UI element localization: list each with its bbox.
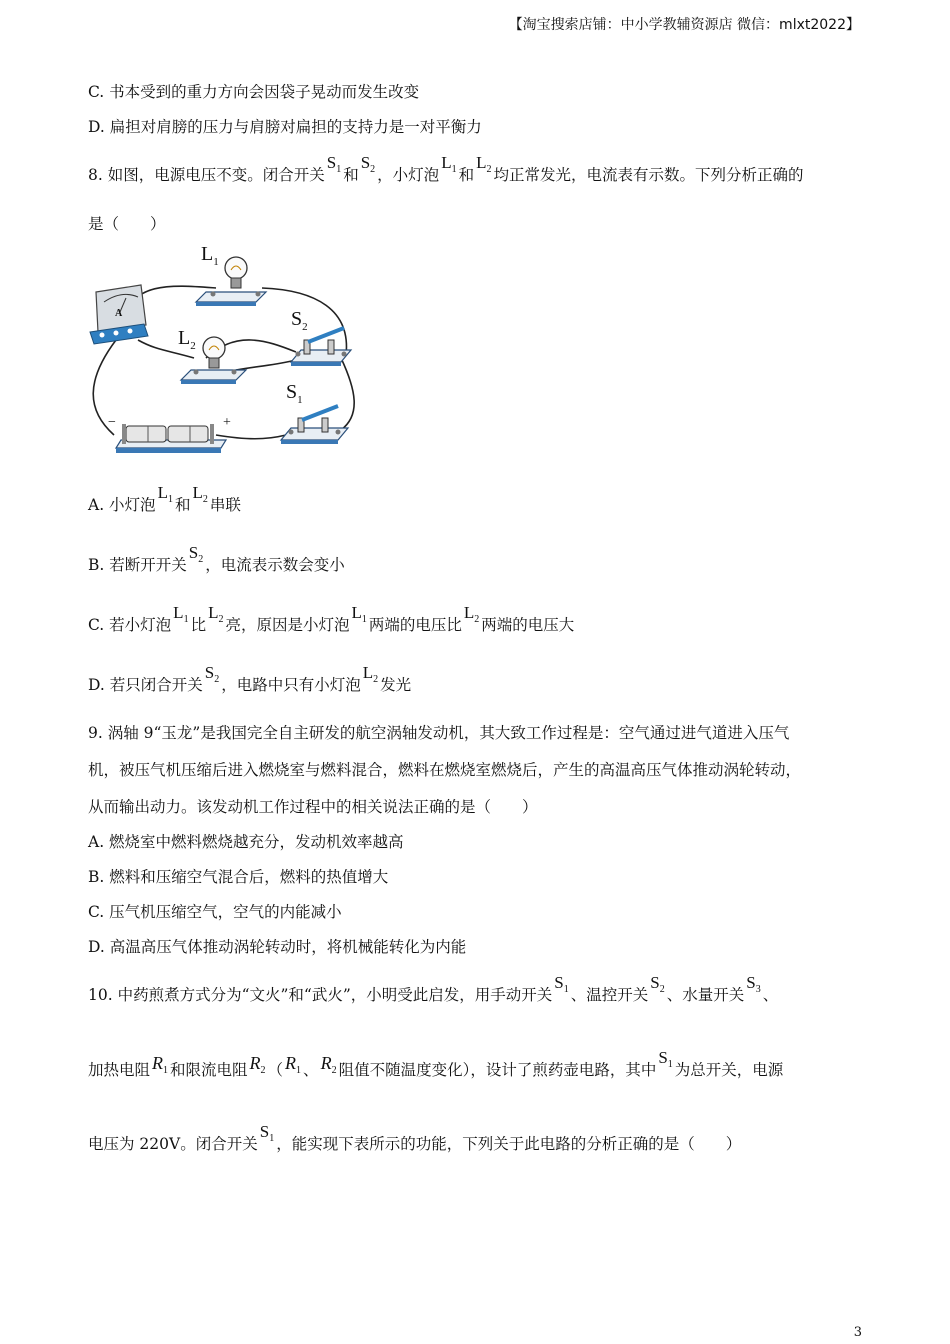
svg-text:+: + xyxy=(223,415,231,430)
circuit-figure xyxy=(86,240,366,460)
svg-text:L2: $L_2$ xyxy=(178,327,196,352)
q9-stem-3: 从而输出动力。该发动机工作过程中的相关说法正确的是（ ） xyxy=(88,798,538,816)
q10-stem-1: 10. 中药煎煮方式分为“文火”和“武火”，小明受此启发，用手动开关$S_1$ 、温控开关$S_2$ 、水量开关$S_3$ 、 xyxy=(88,973,779,1004)
q8-option-d: D. 若只闭合开关$S_2$ ，电路中只有小灯泡$L_2$ 发光 xyxy=(88,663,412,694)
ammeter xyxy=(90,285,148,344)
q7-option-c: C. 书本受到的重力方向会因袋子晃动而发生改变 xyxy=(88,83,420,101)
q9-option-c: C. 压气机压缩空气，空气的内能减小 xyxy=(88,903,342,921)
q8-stem: 8. 如图，电源电压不变。闭合开关$S_1$ 和$S_2$ ，小灯泡$L_1$ 和$L_2$ 均正常发光，电流表有示数。下列分析正确的 xyxy=(88,153,804,184)
svg-text:−: − xyxy=(108,415,116,430)
symbol-l2: $L_2$ xyxy=(476,153,492,175)
q8-option-c: C. 若小灯泡$L_1$ 比$L_2$ 亮，原因是小灯泡$L_1$ 两端的电压比$L_2$ 两端的电压大 xyxy=(88,603,575,634)
q8-option-b: B. 若断开开关$S_2$ ，电流表示数会变小 xyxy=(88,543,345,574)
q8-stem-cont: 是（ ） xyxy=(88,215,166,233)
svg-text:S1: $S_1$ xyxy=(286,381,303,406)
symbol-s2: $S_2$ xyxy=(360,153,376,175)
q8-option-a: A. 小灯泡$L_1$ 和$L_2$ 串联 xyxy=(88,483,241,514)
switch-s2 xyxy=(291,308,351,366)
lamp-l2 xyxy=(178,327,246,384)
battery-box xyxy=(108,415,231,453)
svg-text:S2: $S_2$ xyxy=(291,308,308,333)
lamp-l1 xyxy=(196,243,266,306)
page-number: 3 xyxy=(853,1325,862,1340)
q9-option-d: D. 高温高压气体推动涡轮转动时，将机械能转化为内能 xyxy=(88,938,467,956)
q7-option-d: D. 扁担对肩膀的压力与肩膀对扁担的支持力是一对平衡力 xyxy=(88,118,482,136)
q9-stem-1: 9. 涡轴 9“玉龙”是我国完全自主研发的航空涡轴发动机，其大致工作过程是：空气通过进气道进入压气 xyxy=(88,724,790,742)
page-header: 【淘宝搜索店铺：中小学教辅资源店 微信：mlxt2022】 xyxy=(508,17,860,33)
q9-option-a: A. 燃烧室中燃料燃烧越充分，发动机效率越高 xyxy=(88,833,404,851)
svg-text:L1: $L_1$ xyxy=(201,243,219,268)
q10-stem-3: 电压为 220V。闭合开关$S_1$ ，能实现下表所示的功能，下列关于此电路的分析正确的是（ ） xyxy=(88,1122,742,1153)
q9-option-b: B. 燃料和压缩空气混合后，燃料的热值增大 xyxy=(88,868,389,886)
q9-stem-2: 机，被压气机压缩后进入燃烧室与燃料混合，燃料在燃烧室燃烧后，产生的高温高压气体推动涡轮转动， xyxy=(88,761,802,779)
symbol-s1: $S_1$ xyxy=(326,153,342,175)
svg-text:A: A xyxy=(115,308,123,319)
symbol-l1: $L_1$ xyxy=(441,153,457,175)
switch-s1 xyxy=(281,381,348,444)
q10-stem-2: 加热电阻 $R_1$ 和限流电阻 $R_2$ （ $R_1$ 、 $R_2$ 阻值不随温度变化），设计了煎药壶电路，其中$S_1$ 为总开关，电源 xyxy=(88,1048,784,1079)
